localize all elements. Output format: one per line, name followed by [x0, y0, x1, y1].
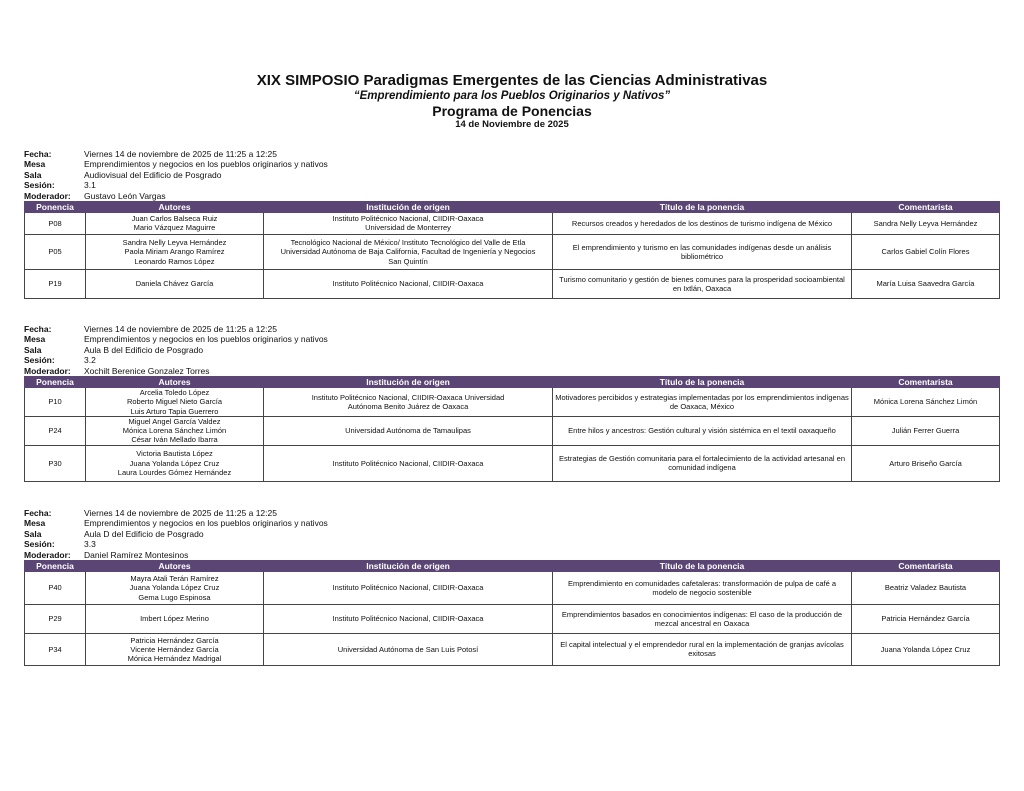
column-header: Título de la ponencia	[553, 560, 852, 571]
commentator-name: Carlos Gabiel Colín Flores	[852, 234, 1000, 269]
commentator-name: María Luisa Saavedra García	[852, 269, 1000, 298]
meta-label: Mesa	[24, 334, 46, 345]
author-name: Mayra Atali Terán Ramírez	[130, 574, 219, 583]
ponencia-title: Motivadores percibidos y estrategias implementadas por los emprendimientos indígenas de Oaxaca, México	[555, 392, 849, 411]
meta-row-mesa	[24, 518, 999, 528]
ponencia-title: Entre hilos y ancestros: Gestión cultural y visión sistémica en el textil oaxaqueño	[568, 426, 836, 436]
table-header-row	[25, 376, 1000, 387]
column-header: Institución de origen	[264, 376, 553, 387]
author-name: Sandra Nelly Leyva Hernández	[122, 238, 227, 247]
session-block	[24, 324, 999, 482]
meta-row-moderador	[24, 550, 999, 560]
meta-value-moderador: Daniel Ramírez Montesinos	[84, 549, 189, 560]
meta-value-moderador: Gustavo León Vargas	[84, 190, 166, 201]
author-name: Laura Lourdes Gómez Hernández	[117, 467, 232, 477]
meta-row-fecha	[24, 149, 999, 159]
author-name: Victoria Bautista López	[136, 449, 213, 459]
authors-cell	[86, 571, 264, 604]
author-name: Patricia Hernández García	[130, 635, 219, 645]
meta-label: Sesión:	[24, 180, 55, 191]
ponencia-id: P19	[25, 269, 86, 298]
column-header: Institución de origen	[264, 201, 553, 212]
column-header: Comentarista	[852, 560, 1000, 571]
institution-name: Universidad de Monterrey	[365, 223, 451, 233]
ponencia-id: P40	[25, 571, 86, 604]
institution-name: Universidad Autónoma de Tamaulipas	[345, 426, 471, 436]
authors-cell	[86, 416, 264, 445]
ponencias-table	[24, 201, 1000, 299]
institution-cell	[264, 212, 553, 234]
meta-row-sala	[24, 345, 999, 355]
institution-cell	[264, 633, 553, 665]
title-cell	[553, 212, 852, 234]
ponencia-title: Emprendimientos basados en conocimientos indígenas: El caso de la producción de mezcal ancestral en Oaxaca	[561, 609, 843, 628]
ponencia-title: Estrategias de Gestión comunitaria para el fortalecimiento de la actividad artesanal en comunidad indígena	[559, 453, 845, 473]
meta-value-sala: Audiovisual del Edificio de Posgrado	[84, 169, 222, 180]
ponencia-title: El emprendimiento y turismo en las comunidades indígenas desde un análisis bibliométrico	[572, 242, 832, 261]
session-meta	[24, 508, 999, 560]
table-row	[25, 387, 1000, 416]
meta-label: Sala	[24, 344, 42, 355]
table-row	[25, 234, 1000, 269]
meta-value-sesion: 3.1	[84, 180, 96, 191]
institution-cell	[264, 387, 553, 416]
meta-label: Fecha:	[24, 149, 52, 159]
title-cell	[553, 416, 852, 445]
column-header: Ponencia	[25, 560, 86, 571]
table-row	[25, 269, 1000, 298]
column-header: Autores	[86, 376, 264, 387]
institution-cell	[264, 234, 553, 269]
meta-label: Mesa	[24, 518, 46, 529]
meta-value-sesion: 3.2	[84, 355, 96, 366]
column-header: Título de la ponencia	[553, 201, 852, 212]
meta-value-mesa: Emprendimientos y negocios en los pueblos originarios y nativos	[84, 518, 328, 529]
ponencia-id: P08	[25, 212, 86, 234]
author-name: Daniela Chávez García	[135, 279, 214, 289]
institution-name: Instituto Politécnico Nacional, CIIDIR-Oaxaca	[332, 458, 484, 468]
meta-row-moderador	[24, 366, 999, 376]
meta-label: Mesa	[24, 159, 46, 170]
commentator-name: Patricia Hernández García	[852, 604, 1000, 633]
author-name: Mario Vázquez Maguirre	[133, 223, 216, 233]
column-header: Ponencia	[25, 376, 86, 387]
table-row	[25, 416, 1000, 445]
ponencias-table	[24, 560, 1000, 666]
meta-row-sala	[24, 529, 999, 539]
column-header: Ponencia	[25, 201, 86, 212]
table-header-row	[25, 560, 1000, 571]
meta-row-sala	[24, 170, 999, 180]
author-name: Juana Yolanda López Cruz	[129, 583, 220, 593]
ponencia-id: P10	[25, 387, 86, 416]
meta-label: Moderador:	[24, 190, 71, 201]
meta-label: Sala	[24, 169, 42, 180]
title-cell	[553, 633, 852, 665]
author-name: Juan Carlos Balseca Ruiz	[131, 214, 218, 224]
ponencia-id: P05	[25, 234, 86, 269]
institution-name: Instituto Politécnico Nacional, CIIDIR-Oaxaca	[332, 279, 484, 289]
column-header: Comentarista	[852, 201, 1000, 212]
institution-name: Universidad Autónoma de San Luis Potosí	[337, 644, 479, 654]
author-name: Mónica Lorena Sánchez Limón	[122, 426, 227, 436]
author-name: Gema Lugo Espinosa	[138, 592, 211, 602]
column-header: Comentarista	[852, 376, 1000, 387]
ponencia-title: Recursos creados y heredados de los destinos de turismo indígena de México	[571, 218, 833, 228]
column-header: Autores	[86, 201, 264, 212]
meta-value-sesion: 3.3	[84, 539, 96, 550]
author-name: César Iván Mellado Ibarra	[131, 435, 218, 445]
author-name: Miguel Angel García Valdez	[128, 416, 221, 426]
institution-cell	[264, 604, 553, 633]
ponencia-title: Emprendimiento en comunidades cafetaleras: transformación de pulpa de café a modelo de negocio sostenible	[567, 578, 837, 597]
ponencias-table	[24, 376, 1000, 482]
author-name: Luis Arturo Tapia Guerrero	[130, 406, 219, 416]
meta-label: Fecha:	[24, 508, 52, 518]
author-name: Paola Miriam Arango Ramírez	[124, 247, 225, 257]
author-name: Mónica Hernández Madrigal	[127, 654, 222, 664]
meta-value-fecha: Viernes 14 de noviembre de 2025 de 11:25 a 12:25	[84, 508, 277, 518]
meta-label: Moderador:	[24, 365, 71, 376]
title-cell	[553, 571, 852, 604]
author-name: Roberto Miguel Nieto García	[126, 397, 223, 407]
ponencia-id: P30	[25, 445, 86, 481]
authors-cell	[86, 633, 264, 665]
meta-label: Sesión:	[24, 539, 55, 550]
meta-value-mesa: Emprendimientos y negocios en los pueblos originarios y nativos	[84, 334, 328, 345]
authors-cell	[86, 445, 264, 481]
author-name: Imbert López Merino	[140, 614, 209, 624]
table-row	[25, 212, 1000, 234]
meta-label: Sala	[24, 528, 42, 539]
meta-row-sesion	[24, 180, 999, 190]
commentator-name: Julián Ferrer Guerra	[852, 416, 1000, 445]
program-title: Programa de Ponencias	[432, 103, 592, 119]
meta-label: Moderador:	[24, 549, 71, 560]
symposium-title: XIX SIMPOSIO Paradigmas Emergentes de las Ciencias Administrativas	[256, 72, 768, 89]
meta-value-sala: Aula D del Edificio de Posgrado	[84, 528, 204, 539]
meta-row-fecha	[24, 508, 999, 518]
meta-label: Sesión:	[24, 355, 55, 366]
meta-row-sesion	[24, 355, 999, 365]
meta-label: Fecha:	[24, 324, 52, 334]
symposium-subtitle: “Emprendimiento para los Pueblos Originarios y Nativos”	[353, 90, 671, 102]
ponencia-title: El capital intelectual y el emprendedor rural en la implementación de granjas avícolas exitosas	[560, 640, 844, 659]
session-block	[24, 508, 999, 666]
institution-name: Instituto Politécnico Nacional, CIIDIR-Oaxaca	[332, 614, 484, 624]
table-row	[25, 571, 1000, 604]
institution-name: Instituto Politécnico Nacional, CIIDIR-Oaxaca Universidad	[311, 392, 505, 402]
institution-cell	[264, 269, 553, 298]
table-row	[25, 604, 1000, 633]
meta-row-moderador	[24, 191, 999, 201]
column-header: Título de la ponencia	[553, 376, 852, 387]
ponencia-id: P34	[25, 633, 86, 665]
ponencia-id: P29	[25, 604, 86, 633]
title-cell	[553, 445, 852, 481]
institution-name: San Quintín	[388, 256, 428, 266]
table-row	[25, 445, 1000, 481]
author-name: Juana Yolanda López Cruz	[129, 458, 220, 468]
commentator-name: Mónica Lorena Sánchez Limón	[852, 387, 1000, 416]
title-cell	[553, 269, 852, 298]
title-cell	[553, 234, 852, 269]
institution-cell	[264, 416, 553, 445]
meta-row-sesion	[24, 539, 999, 549]
author-name: Leonardo Ramos López	[134, 256, 215, 266]
session-meta	[24, 324, 999, 376]
session-meta	[24, 149, 999, 201]
commentator-name: Beatriz Valadez Bautista	[852, 571, 1000, 604]
meta-value-moderador: Xochilt Berenice Gonzalez Torres	[84, 365, 210, 376]
program-date: 14 de Noviembre de 2025	[455, 119, 569, 130]
authors-cell	[86, 234, 264, 269]
meta-row-fecha	[24, 324, 999, 334]
meta-value-fecha: Viernes 14 de noviembre de 2025 de 11:25 a 12:25	[84, 324, 277, 334]
institution-name: Universidad Autónoma de Baja California, Facultad de Ingeniería y Negocios	[280, 247, 536, 257]
column-header: Institución de origen	[264, 560, 553, 571]
authors-cell	[86, 269, 264, 298]
author-name: Vicente Hernández García	[130, 644, 219, 654]
institution-name: Instituto Politécnico Nacional, CIIDIR-Oaxaca	[332, 214, 484, 224]
meta-value-sala: Aula B del Edificio de Posgrado	[84, 344, 204, 355]
meta-row-mesa	[24, 159, 999, 169]
institution-name: Tecnológico Nacional de México/ Instituto Tecnológico del Valle de Etla	[290, 238, 526, 247]
authors-cell	[86, 212, 264, 234]
institution-cell	[264, 445, 553, 481]
table-row	[25, 633, 1000, 665]
institution-name: Autónoma Benito Juárez de Oaxaca	[347, 401, 469, 411]
title-cell	[553, 604, 852, 633]
commentator-name: Juana Yolanda López Cruz	[852, 633, 1000, 665]
title-cell	[553, 387, 852, 416]
column-header: Autores	[86, 560, 264, 571]
institution-cell	[264, 571, 553, 604]
institution-name: Instituto Politécnico Nacional, CIIDIR-Oaxaca	[332, 583, 484, 593]
document-header	[0, 72, 1024, 131]
commentator-name: Sandra Nelly Leyva Hernández	[852, 212, 1000, 234]
ponencia-id: P24	[25, 416, 86, 445]
session-block	[24, 149, 999, 299]
authors-cell	[86, 604, 264, 633]
author-name: Arcelia Toledo López	[139, 387, 210, 397]
meta-value-mesa: Emprendimientos y negocios en los pueblos originarios y nativos	[84, 159, 328, 170]
authors-cell	[86, 387, 264, 416]
table-header-row	[25, 201, 1000, 212]
commentator-name: Arturo Briseño García	[852, 445, 1000, 481]
ponencia-title: Turismo comunitario y gestión de bienes comunes para la prosperidad socioambiental en Ixtlán, Oaxaca	[559, 274, 845, 293]
meta-value-fecha: Viernes 14 de noviembre de 2025 de 11:25 a 12:25	[84, 149, 277, 159]
meta-row-mesa	[24, 334, 999, 344]
